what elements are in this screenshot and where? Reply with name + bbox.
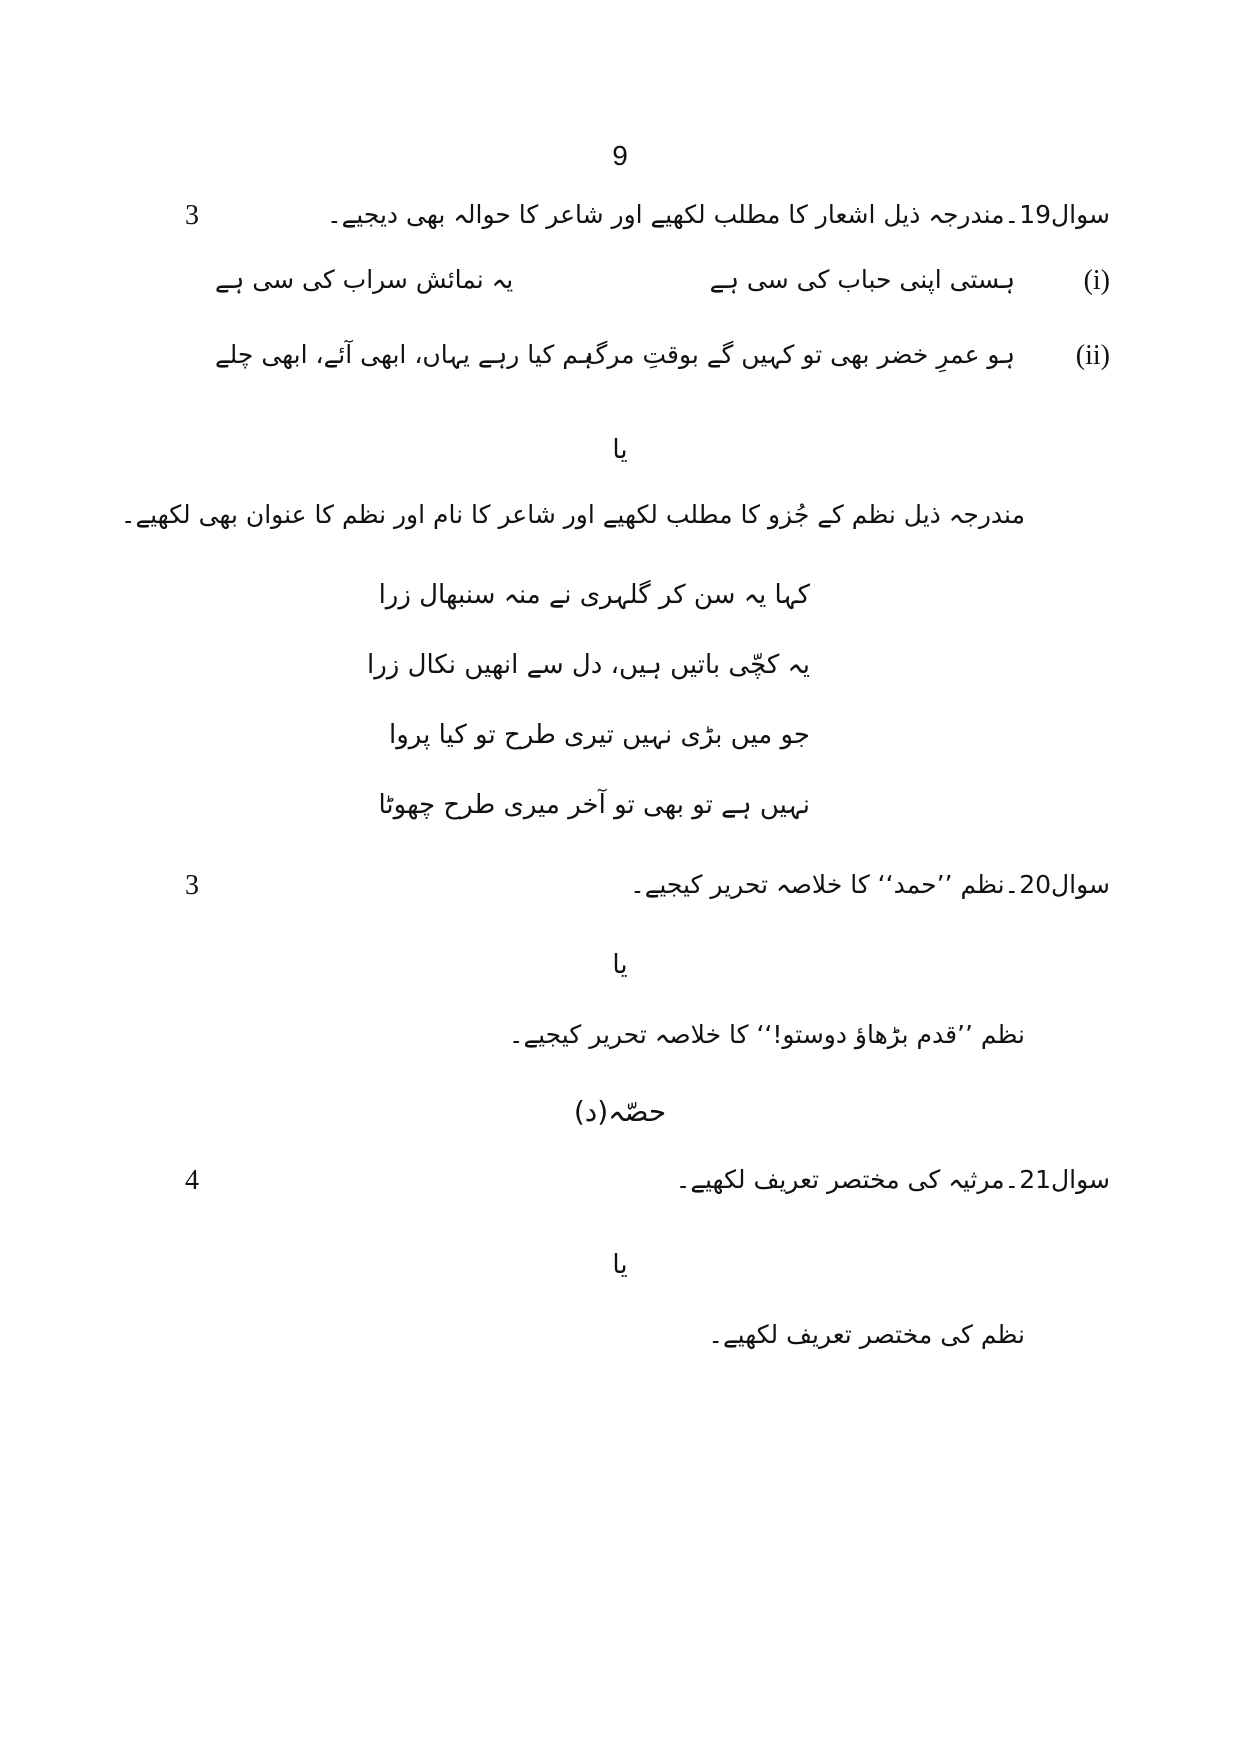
couplet-2-line-2: ہم کیا رہے یہاں، ابھی آئے، ابھی چلے — [215, 340, 594, 369]
question-19-text: سوال19۔مندرجہ ذیل اشعار کا مطلب لکھیے اور شاعر کا حوالہ بھی دیجیے۔ — [327, 200, 1110, 229]
couplet-1-line-2: یہ نمائش سراب کی سی ہے — [215, 265, 514, 294]
question-20-text: سوال20۔نظم ’’حمد‘‘ کا خلاصہ تحریر کیجیے۔ — [630, 870, 1110, 899]
question-21-marks: 4 — [185, 1165, 199, 1196]
question-20-alternative: نظم ’’قدم بڑھاؤ دوستو!‘‘ کا خلاصہ تحریر کیجیے۔ — [508, 1020, 1025, 1049]
couplet-1-line-1: ہستی اپنی حباب کی سی ہے — [709, 265, 1015, 294]
or-divider-q19: یا — [612, 435, 628, 465]
question-20-marks: 3 — [185, 870, 199, 901]
section-heading: حصّہ(د) — [573, 1095, 667, 1128]
question-21 — [185, 1165, 1110, 1215]
couplet-2 — [215, 340, 1110, 390]
question-21-alternative: نظم کی مختصر تعریف لکھیے۔ — [708, 1320, 1025, 1349]
page-number: 9 — [612, 140, 628, 171]
or-divider-q21: یا — [612, 1250, 628, 1280]
verse-line-3: جو میں بڑی نہیں تیری طرح تو کیا پروا — [388, 720, 810, 750]
question-20 — [185, 870, 1110, 920]
question-19-marks: 3 — [185, 200, 199, 231]
couplet-2-line-1: ہو عمرِ خضر بھی تو کہیں گے بوقتِ مرگ — [584, 340, 1015, 369]
verse-line-1: کہا یہ سن کر گلہری نے منہ سنبھال زرا — [378, 580, 810, 610]
couplet-2-label: (ii) — [1075, 340, 1110, 371]
question-19 — [185, 200, 1110, 250]
couplet-1 — [215, 265, 1110, 315]
question-19-alternative: مندرجہ ذیل نظم کے جُزو کا مطلب لکھیے اور شاعر کا نام اور نظم کا عنوان بھی لکھیے۔ — [120, 500, 1025, 529]
couplet-1-label: (i) — [1083, 265, 1110, 296]
question-21-text: سوال21۔مرثیہ کی مختصر تعریف لکھیے۔ — [675, 1165, 1110, 1194]
verse-line-4: نہیں ہے تو بھی تو آخر میری طرح چھوٹا — [378, 790, 810, 820]
or-divider-q20: یا — [612, 950, 628, 980]
verse-line-2: یہ کچّی باتیں ہیں، دل سے انھیں نکال زرا — [366, 650, 810, 680]
